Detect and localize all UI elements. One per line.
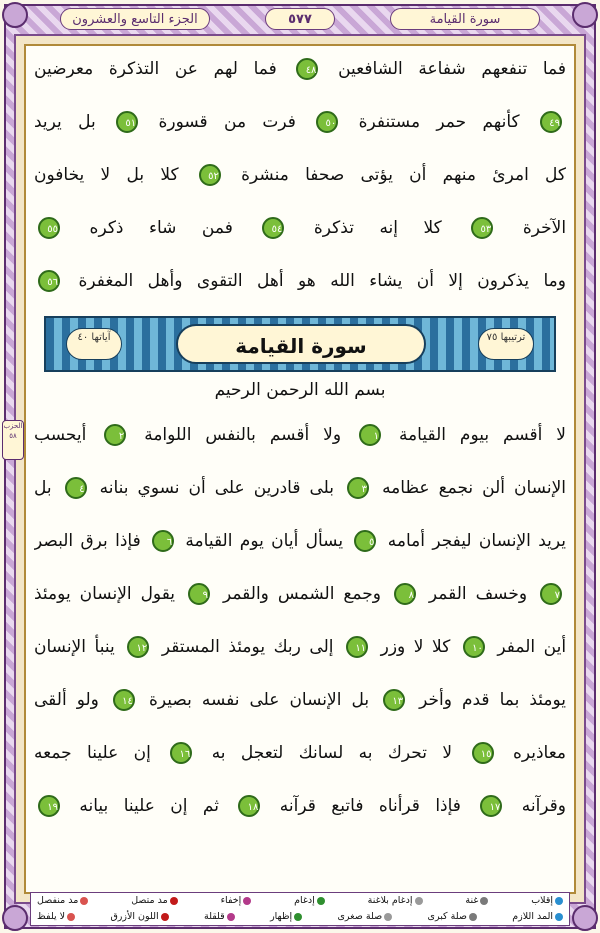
verse-text: وجمع الشمس والقمر [222,584,381,604]
surah-banner [44,316,556,372]
verse-line [34,264,566,298]
legend-label: لا يلفظ [37,911,66,922]
verse-line [34,52,566,86]
hizb-marker: الحزب ٥٨ [2,420,24,460]
corner-ornament-icon [2,905,28,931]
legend-color-swatch-icon [80,897,88,905]
verse-text: كلا إنه تذكرة [313,218,442,238]
legend-item [131,893,177,909]
verse-text: ولو ألقى [34,690,99,710]
ayah-number-marker: ٤٨ [296,58,318,80]
ayah-number-marker: ٣ [347,477,369,499]
legend-color-swatch-icon [170,897,178,905]
legend-row [31,893,569,909]
legend-label: إقلاب [531,895,553,906]
legend-label: إخفاء [220,895,242,906]
ayah-number-marker: ١٥ [472,742,494,764]
corner-ornament-icon [572,905,598,931]
verse-line [34,577,566,611]
verse-text: فمن شاء ذكره [89,218,233,238]
legend-label: إظهار [270,911,293,922]
verse-text: إن علينا جمعه [34,743,151,763]
verse-text: كل امرئ منهم أن يؤتى صحفا منشرة [241,165,566,185]
ayah-number-marker: ٤ [65,477,87,499]
legend-label: صلة كبرى [427,911,467,922]
ayah-number-marker: ٥ [354,530,376,552]
legend-color-swatch-icon [555,897,563,905]
legend-item [465,893,488,909]
legend-color-swatch-icon [317,897,325,905]
verse-line [34,683,566,717]
verse-text: أيحسب [34,425,87,445]
ayah-number-marker: ١٣ [383,689,405,711]
verse-line [34,471,566,505]
ayah-number-marker: ٤٩ [540,111,562,133]
legend-color-swatch-icon [161,913,169,921]
ayah-number-marker: ١٠ [463,636,485,658]
legend-color-swatch-icon [384,913,392,921]
legend-item [221,893,252,909]
verse-text: لا تحرك به لسانك لتعجل به [211,743,453,763]
legend-label: غنة [465,895,479,906]
legend-label: صلة صغرى [337,911,383,922]
verse-line [34,105,566,139]
legend-item [37,893,88,909]
legend-label: قلقلة [203,911,225,922]
surah-verse-count: آياتها ٤٠ [66,328,122,360]
verse-text: فرت من قسورة [158,112,296,132]
verse-text: كأنهم حمر مستنفرة [358,112,520,132]
legend-color-swatch-icon [294,913,302,921]
verse-text: بل الإنسان على نفسه بصيرة [148,690,370,710]
tajweed-legend [30,892,570,926]
legend-item [294,893,325,909]
ayah-number-marker: ١٦ [170,742,192,764]
ayah-number-marker: ٥١ [116,111,138,133]
verse-text: ينبأ الإنسان [34,637,115,657]
verse-text: ثم إن علينا بيانه [79,796,219,816]
verse-text: بل يريد [34,112,96,132]
page-number: ٥٧٧ [265,8,335,30]
ayah-number-marker: ٥٣ [471,217,493,239]
ayah-number-marker: ٥٢ [199,164,221,186]
ayah-number-marker: ٥٠ [316,111,338,133]
legend-item [204,909,235,925]
verse-line [34,211,566,245]
legend-item [270,909,302,925]
surah-title: سورة القيامة [176,324,426,364]
verse-text: فإذا برق البصر [34,531,141,551]
verse-text: الإنسان ألن نجمع عظامه [382,478,566,498]
ayah-number-marker: ٧ [540,583,562,605]
ayah-number-marker: ٦ [152,530,174,552]
legend-label: المد اللازم [512,911,553,922]
ayah-number-marker: ٥٦ [38,270,60,292]
juz-label: الجزء التاسع والعشرون [60,8,210,30]
verse-line [34,158,566,192]
surah-label: سورة القيامة [390,8,540,30]
verse-line [34,736,566,770]
verse-line [34,418,566,452]
verse-line [34,789,566,823]
legend-color-swatch-icon [480,897,488,905]
verse-text: بل [34,478,52,498]
legend-color-swatch-icon [67,913,75,921]
verse-text: يقول الإنسان يومئذ [34,584,176,604]
verse-text: لا أقسم بيوم القيامة [398,425,566,445]
ayah-number-marker: ١٧ [480,795,502,817]
verse-text: يومئذ بما قدم وأخر [419,690,566,710]
verse-text: وقرآنه [521,796,566,816]
verse-text: بلى قادرين على أن نسوي بنانه [99,478,335,498]
legend-item [110,909,168,925]
verse-text: الآخرة [522,218,566,238]
legend-label: مد متصل [131,895,168,906]
legend-row [31,909,569,925]
legend-item [531,893,563,909]
verse-line [34,630,566,664]
verse-text: وخسف القمر [428,584,528,604]
ayah-number-marker: ٥٤ [262,217,284,239]
ayah-number-marker: ١٩ [38,795,60,817]
verse-text: يريد الإنسان ليفجر أمامه [387,531,566,551]
legend-item [428,909,477,925]
ayah-number-marker: ١ [359,424,381,446]
ayah-number-marker: ٩ [188,583,210,605]
verse-text: كلا لا وزر [380,637,451,657]
corner-ornament-icon [2,2,28,28]
legend-label: مد منفصل [37,895,79,906]
legend-label: اللون الأزرق [110,911,159,922]
ayah-number-marker: ١٢ [127,636,149,658]
page-header [60,8,540,32]
verse-text: وما يذكرون إلا أن يشاء الله هو أهل التقوى وأهل المغفرة [78,271,566,291]
verse-text: أين المفر [497,637,566,657]
ayah-number-marker: ١٨ [238,795,260,817]
legend-item [338,909,393,925]
ayah-number-marker: ٨ [394,583,416,605]
legend-color-swatch-icon [227,913,235,921]
surah-order-info: ترتيبها ٧٥ [478,328,534,360]
legend-color-swatch-icon [415,897,423,905]
legend-color-swatch-icon [469,913,477,921]
basmala: بسم الله الرحمن الرحيم [214,380,386,400]
verse-text: إلى ربك يومئذ المستقر [161,637,334,657]
legend-color-swatch-icon [243,897,251,905]
legend-item [512,909,563,925]
verse-text: كلا بل لا يخافون [34,165,179,185]
ayah-number-marker: ٥٥ [38,217,60,239]
ayah-number-marker: ١٤ [113,689,135,711]
verse-text: فما تنفعهم شفاعة الشافعين [338,59,566,79]
legend-label: إدغام [294,895,315,906]
legend-item [368,893,423,909]
legend-label: إدغام بلاغنة [367,895,413,906]
verse-text: فما لهم عن التذكرة معرضين [34,59,277,79]
legend-color-swatch-icon [555,913,563,921]
corner-ornament-icon [572,2,598,28]
ayah-number-marker: ٢ [104,424,126,446]
verse-text: ولا أقسم بالنفس اللوامة [144,425,342,445]
legend-item [37,909,75,925]
verse-text: فإذا قرأناه فاتبع قرآنه [279,796,461,816]
verse-text: معاذيره [512,743,566,763]
verse-line [34,524,566,558]
verse-text: يسأل أيان يوم القيامة [185,531,344,551]
ayah-number-marker: ١١ [346,636,368,658]
